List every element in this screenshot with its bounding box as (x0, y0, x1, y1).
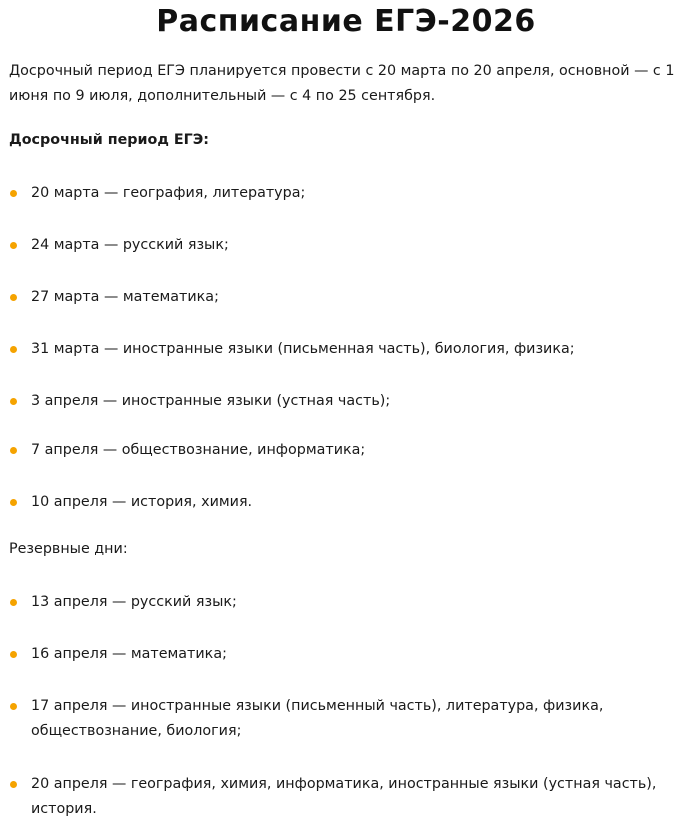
list-item-text: 24 марта — русский язык; (31, 237, 229, 253)
list-item-text: 13 апреля — русский язык; (31, 594, 237, 610)
bullet-icon (10, 242, 17, 249)
bullet-icon (10, 398, 17, 405)
bullet-icon (10, 499, 17, 506)
reserve-days-heading: Резервные дни: (9, 541, 128, 557)
list-item-text: 17 апреля — иностранные языки (письменный часть), литература, физика, обществознание, биология; (31, 698, 604, 739)
list-item-text: 10 апреля — история, химия. (31, 494, 253, 510)
list-item-text: 20 марта — география, литература; (31, 185, 306, 201)
list-item-text: 7 апреля — обществознание, информатика; (31, 442, 366, 458)
list-item-text: 31 марта — иностранные языки (письменная часть), биология, физика; (31, 341, 575, 357)
list-item-text: 16 апреля — математика; (31, 646, 227, 662)
bullet-icon (10, 703, 17, 710)
bullet-icon (10, 599, 17, 606)
page-title: Расписание ЕГЭ-2026 (156, 4, 536, 39)
bullet-icon (10, 294, 17, 301)
intro-paragraph: Досрочный период ЕГЭ планируется провести с 20 марта по 20 апреля, основной — с 1 июня по 9 июля, дополнительный — с 4 по 25 сентября. (9, 63, 675, 104)
bullet-icon (10, 346, 17, 353)
list-item-text: 3 апреля — иностранные языки (устная часть); (31, 393, 391, 409)
bullet-icon (10, 447, 17, 454)
bullet-icon (10, 781, 17, 788)
bullet-icon (10, 651, 17, 658)
early-period-heading: Досрочный период ЕГЭ: (9, 132, 209, 148)
list-item-text: 27 марта — математика; (31, 289, 219, 305)
bullet-icon (10, 190, 17, 197)
list-item-text: 20 апреля — география, химия, информатика, иностранные языки (устная часть), история. (31, 776, 657, 817)
